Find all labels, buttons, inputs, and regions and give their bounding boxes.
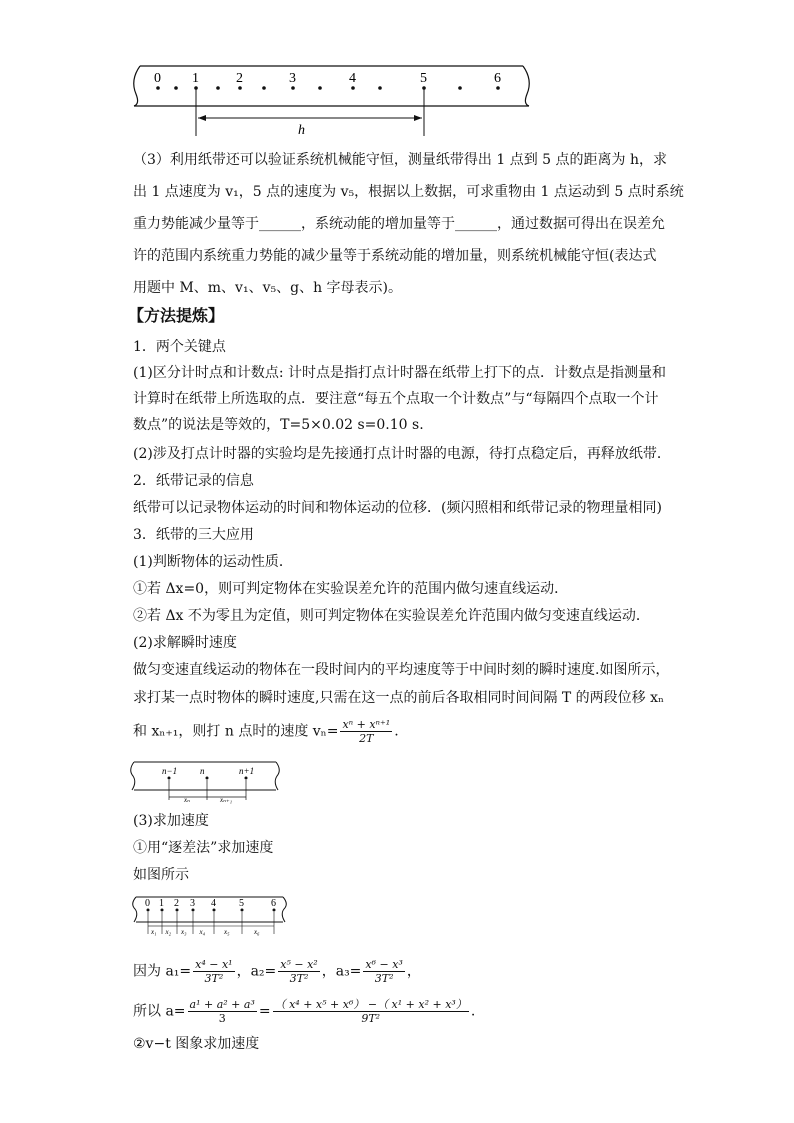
method-heading: 【方法提炼】 (128, 306, 225, 325)
tape1-point-label: 6 (494, 71, 501, 86)
final-a-end: . (470, 1003, 476, 1020)
section2-paragraph: 纸带可以记录物体运动的时间和物体运动的位移．(频闪照相和纸带记录的物理量相同) (133, 500, 662, 516)
a2-denominator: 3T² (289, 972, 309, 985)
velocity-fraction-denominator: 2T (359, 732, 374, 745)
velocity-fraction-numerator: xⁿ + xⁿ⁺¹ (342, 718, 391, 731)
section2-title: 2．纸带记录的信息 (133, 473, 254, 489)
section1-p2: (2)涉及打点计时器的实验均是先接通打点计时器的电源，待打点稳定后，再释放纸带． (133, 446, 671, 462)
tape3-segment-label: x₄ (199, 928, 206, 936)
tape2-segment-label: xₙ (184, 796, 190, 804)
a3-numerator: x⁶ − x³ (365, 958, 403, 971)
tape2-point (245, 777, 248, 780)
tape2-segment-label: xₙ₊₁ (220, 796, 233, 804)
section1-p1-line3: 数点”的说法是等效的，T=5×0.02 s=0.10 s. (133, 417, 424, 433)
section1-p1-line1: (1)区分计时点和计数点: 计时点是指打点计时器在纸带上打下的点．计数点是指测量和 (133, 365, 666, 381)
part3-line2: 出 1 点速度为 v₁，5 点的速度为 v₅，根据以上数据，可求重物由 1 点运动到 5 点时系统 (133, 184, 684, 200)
section3-item2-line2: 求打某一点时物体的瞬时速度,只需在这一点的前后各取相同时间间隔 T 的两段位移 xₙ (133, 690, 665, 706)
a3-denominator: 3T² (374, 972, 394, 985)
average-a-prefix: 所以 a= (133, 1003, 186, 1020)
acceleration-formula-line2 (133, 998, 475, 1025)
paper-tape-diagram-3 (128, 892, 298, 938)
paper-tape-diagram-1 (128, 60, 548, 140)
average-a-denominator: 3 (218, 1012, 226, 1025)
tape1-point-label: 5 (420, 71, 427, 86)
section1-p1-line2: 计算时在纸带上所选取的点．要注意“每五个点取一个计数点”与“每隔四个点取一个计 (133, 391, 659, 407)
tape1-count-point (291, 86, 295, 90)
tape1-timing-point (378, 86, 382, 90)
tape1-timing-point (174, 86, 178, 90)
tape1-timing-point (262, 86, 266, 90)
tape3-segment-label: x₅ (224, 928, 230, 936)
velocity-formula-prefix: 和 xₙ₊₁，则打 n 点时的速度 vₙ= (133, 723, 339, 740)
section3-item2: (2)求解瞬时速度 (133, 635, 237, 651)
tape3-point-label: 1 (159, 898, 164, 909)
part3-line4: 许的范围内系统重力势能的减少量等于系统动能的增加量，则系统机械能守恒(表达式 (133, 248, 657, 264)
distance-label-h: h (298, 123, 305, 138)
a1-fraction (193, 958, 234, 985)
tape3-point-label: 6 (271, 898, 276, 909)
tape1-point-label: 4 (349, 71, 356, 86)
a3-prefix: ，a₃= (321, 963, 362, 980)
a1-prefix: 因为 a₁= (133, 963, 192, 980)
tape1-timing-point (216, 86, 220, 90)
average-a-numerator: a¹ + a² + a³ (189, 998, 255, 1011)
tape1-timing-point (458, 86, 462, 90)
tape3-segment-label: x₃ (181, 928, 187, 936)
part3-line3: 重力势能减少量等于______，系统动能的增加量等于______，通过数据可得出在误差允 (133, 216, 665, 232)
section3-item3a-figure-note: 如图所示 (133, 867, 189, 883)
a2-prefix: ，a₂= (236, 963, 277, 980)
acceleration-formula-line1 (133, 958, 421, 985)
average-a-fraction (188, 998, 257, 1025)
tape2-point-label: n+1 (239, 766, 255, 776)
section3-title: 3．纸带的三大应用 (133, 527, 254, 543)
section3-item2-line1: 做匀变速直线运动的物体在一段时间内的平均速度等于中间时刻的瞬时速度.如图所示， (133, 662, 670, 678)
tape3-point-label: 2 (174, 898, 179, 909)
tape3-point-label: 4 (211, 898, 216, 909)
tape2-point (206, 777, 209, 780)
tape3-segment-label: x₁ (151, 928, 157, 936)
tape3-segment-label: x₆ (254, 928, 260, 936)
section3-item1a: ①若 Δx=0，则可判定物体在实验误差允许的范围内做匀速直线运动． (133, 581, 569, 597)
part3-line1: （3）利用纸带还可以验证系统机械能守恒，测量纸带得出 1 点到 5 点的距离为 h，求 (133, 152, 667, 168)
tape1-point-label: 3 (289, 71, 296, 86)
tape1-timing-point (318, 86, 322, 90)
tape1-point-label: 1 (192, 71, 199, 86)
tape1-count-point (351, 86, 355, 90)
equals-sign: = (258, 1003, 271, 1020)
a1-denominator: 3T² (204, 972, 224, 985)
section3-item1b: ②若 Δx 不为零且为定值，则可判定物体在实验误差允许范围内做匀变速直线运动． (133, 608, 650, 624)
a2-fraction (278, 958, 319, 985)
tape2-point-label: n−1 (162, 766, 178, 776)
part3-line5: 用题中 M、m、v₁、v₅、g、h 字母表示)。 (133, 280, 402, 296)
paper-tape-diagram-2 (128, 758, 288, 806)
section3-item3: (3)求加速度 (133, 813, 209, 829)
tape3-point-label: 3 (190, 898, 195, 909)
tape2-point (168, 777, 171, 780)
tape3-point-label: 5 (239, 898, 244, 909)
section3-item2-line3: 和 xₙ₊₁，则打 n 点时的速度 vₙ= $\frac{\text{xⁿ + xⁿ⁺¹}}{2T}$ . (133, 718, 399, 745)
tape1-count-point (496, 86, 500, 90)
section3-item3b: ②v−t 图象求加速度 (133, 1036, 260, 1052)
tape1-count-point (156, 86, 160, 90)
tape2-point-label: n (200, 766, 205, 776)
final-a-numerator: （ x⁴ + x⁵ + x⁶） −（ x¹ + x² + x³） (274, 998, 467, 1011)
section1-title: 1．两个关键点 (133, 339, 226, 355)
a2-numerator: x⁵ − x² (280, 958, 318, 971)
a-line-end: ， (406, 963, 421, 980)
tape3-point-label: 0 (145, 898, 150, 909)
a3-fraction (363, 958, 404, 985)
final-a-fraction (273, 998, 469, 1025)
a1-numerator: x⁴ − x¹ (195, 958, 233, 971)
tape3-segment-label: x₂ (165, 928, 172, 936)
tape1-point-label: 2 (236, 71, 243, 86)
velocity-fraction (340, 718, 392, 745)
section3-item1: (1)判断物体的运动性质． (133, 554, 293, 570)
final-a-denominator: 9T² (361, 1012, 381, 1025)
tape1-point-label: 0 (154, 71, 161, 86)
tape1-count-point (238, 86, 242, 90)
section3-item3a: ①用“逐差法”求加速度 (133, 840, 274, 856)
